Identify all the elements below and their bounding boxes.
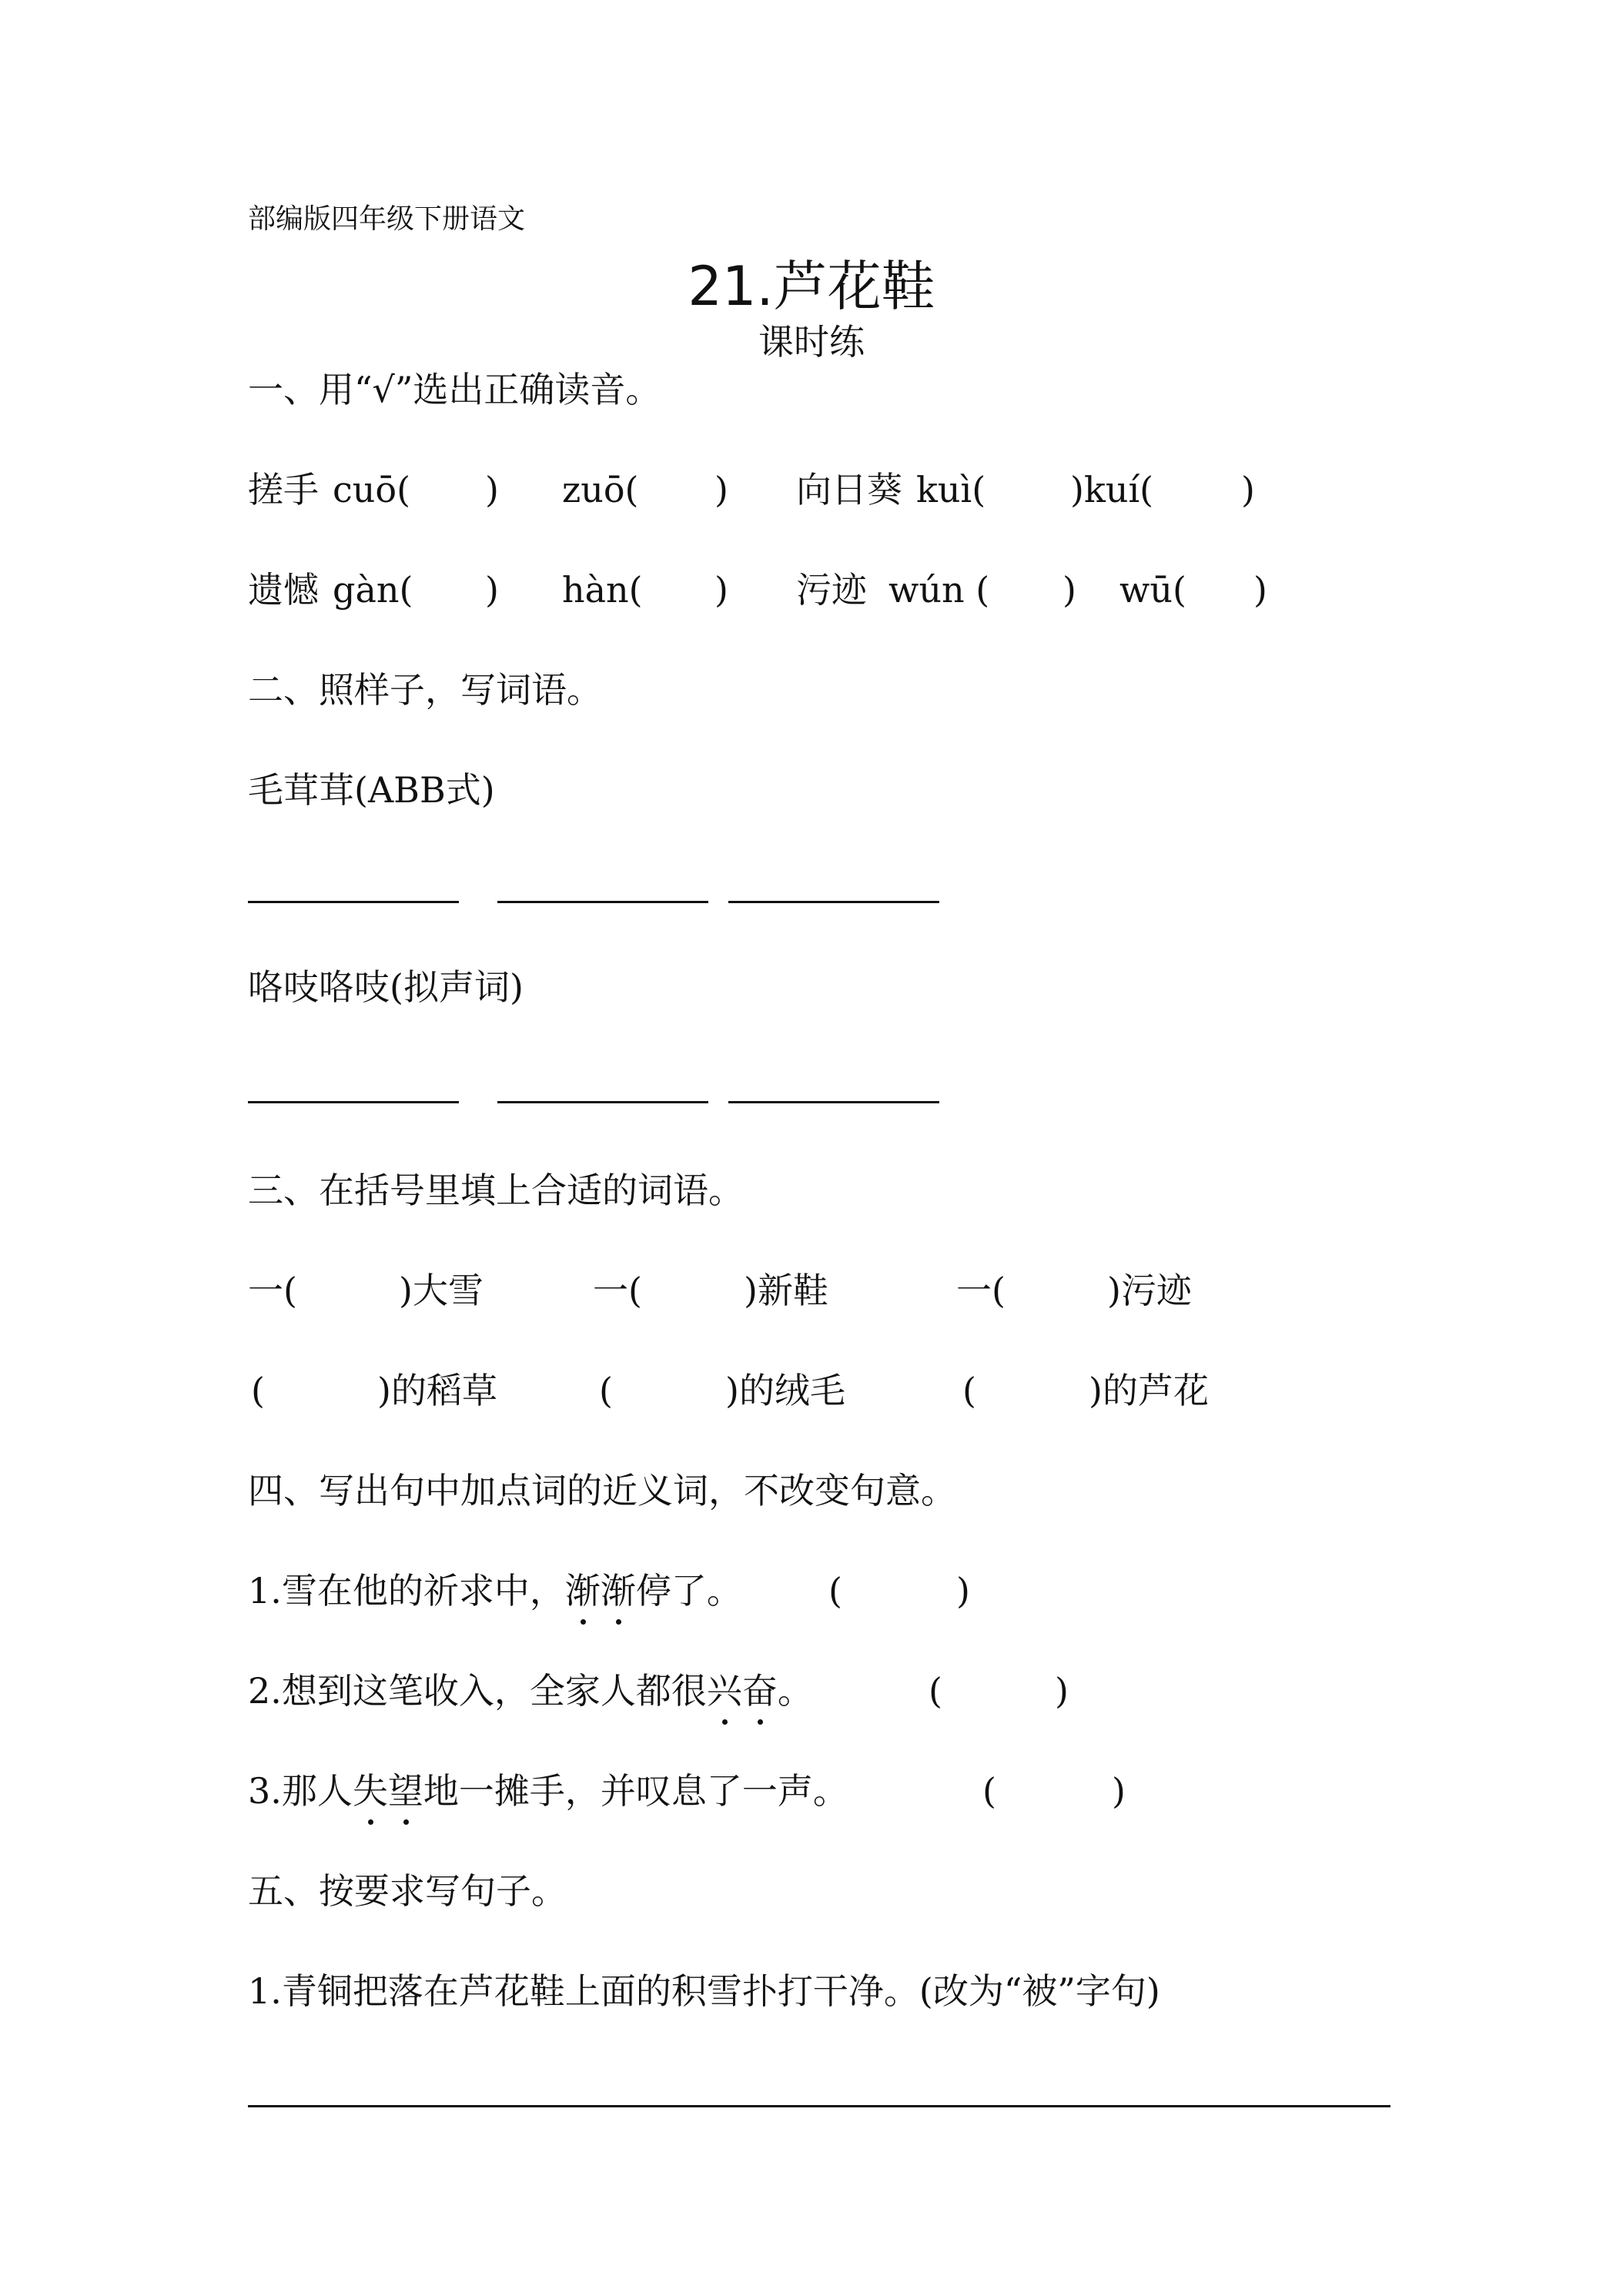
emphasis-char: 渐: [601, 1568, 636, 1614]
question-text: 停了。: [635, 1570, 742, 1612]
section-2-heading: 二、照样子，写词语。: [248, 669, 602, 711]
answer-line[interactable]: [248, 2105, 1390, 2107]
option-wun-answer-box[interactable]: ): [1062, 569, 1076, 611]
option-wu: wū(: [1119, 569, 1186, 611]
lesson-title: 21.芦花鞋: [688, 255, 935, 318]
option-wu-answer-box[interactable]: ): [1253, 569, 1267, 611]
fill-open[interactable]: (: [962, 1370, 976, 1411]
answer-open[interactable]: (: [828, 1570, 842, 1612]
word-wuji: 污迹: [796, 569, 867, 611]
option-kui2-answer-box[interactable]: ): [1241, 469, 1255, 510]
fill-open[interactable]: 一(: [593, 1270, 642, 1311]
question-text: 3.那人: [248, 1770, 353, 1812]
fill-text: )的稻草: [377, 1370, 497, 1411]
option-gan: gàn(: [333, 569, 413, 611]
emphasis-char: 奋: [742, 1668, 778, 1714]
example-onomatopoeia: 咯吱咯吱(拟声词): [248, 966, 524, 1008]
synonym-question-1: [248, 1568, 742, 1614]
answer-close[interactable]: ): [1055, 1670, 1069, 1712]
section-5-heading: 五、按要求写句子。: [248, 1870, 567, 1912]
option-wun: wún (: [888, 569, 990, 611]
fill-open[interactable]: 一(: [956, 1270, 1006, 1311]
fill-text: )的芦花: [1089, 1370, 1209, 1411]
emphasis-char: 渐: [565, 1568, 601, 1614]
synonym-question-3: [248, 1768, 848, 1814]
answer-blank[interactable]: [728, 1101, 939, 1103]
option-cuo: cuō(: [333, 469, 411, 510]
answer-blank[interactable]: [248, 901, 459, 903]
answer-blank[interactable]: [497, 901, 708, 903]
option-zuo-answer-box[interactable]: ): [714, 469, 728, 510]
answer-close[interactable]: ): [956, 1570, 970, 1612]
answer-blank[interactable]: [497, 1101, 708, 1103]
course-header: 部编版四年级下册语文: [248, 203, 526, 235]
synonym-question-2: [248, 1668, 813, 1714]
fill-text: )新鞋: [744, 1270, 828, 1311]
emphasis-char: 望: [388, 1768, 423, 1814]
option-gan-answer-box[interactable]: ): [485, 569, 499, 611]
fill-text: )的绒毛: [725, 1370, 845, 1411]
section-4-heading: 四、写出句中加点词的近义词，不改变句意。: [248, 1470, 956, 1511]
answer-open[interactable]: (: [982, 1770, 996, 1812]
question-text: 地一摊手，并叹息了一声。: [423, 1770, 848, 1812]
section-3-heading: 三、在括号里填上合适的词语。: [248, 1170, 744, 1211]
answer-close[interactable]: ): [1112, 1770, 1126, 1812]
option-zuo: zuō(: [562, 469, 639, 510]
rewrite-question-1: 1.青铜把落在芦花鞋上面的积雪扑打干净。(改为“被”字句): [248, 1970, 1160, 2012]
option-han-answer-box[interactable]: ): [714, 569, 728, 611]
fill-open[interactable]: 一(: [248, 1270, 297, 1311]
option-cuo-answer-box[interactable]: ): [485, 469, 499, 510]
option-han: hàn(: [562, 569, 643, 611]
section-1-heading: 一、用“√”选出正确读音。: [248, 369, 661, 410]
example-abb: 毛茸茸(ABB式): [248, 769, 495, 811]
answer-blank[interactable]: [728, 901, 939, 903]
fill-open[interactable]: (: [251, 1370, 265, 1411]
option-kui2[interactable]: )kuí(: [1070, 469, 1154, 510]
emphasis-char: 兴: [707, 1668, 742, 1714]
answer-open[interactable]: (: [929, 1670, 942, 1712]
question-text: 2.想到这笔收入，全家人都很: [248, 1670, 707, 1712]
lesson-subtitle: 课时练: [758, 321, 865, 363]
fill-text: )污迹: [1107, 1270, 1192, 1311]
fill-open[interactable]: (: [599, 1370, 613, 1411]
answer-blank[interactable]: [248, 1101, 459, 1103]
option-kui4[interactable]: kuì(: [916, 469, 986, 510]
question-text: 1.雪在他的祈求中，: [248, 1570, 565, 1612]
fill-text: )大雪: [399, 1270, 484, 1311]
question-text: 。: [777, 1670, 813, 1712]
word-cuoshou: 搓手: [248, 469, 319, 510]
word-xiangrikui: 向日葵: [796, 469, 902, 510]
emphasis-char: 失: [353, 1768, 388, 1814]
word-yihan: 遗憾: [248, 569, 319, 611]
